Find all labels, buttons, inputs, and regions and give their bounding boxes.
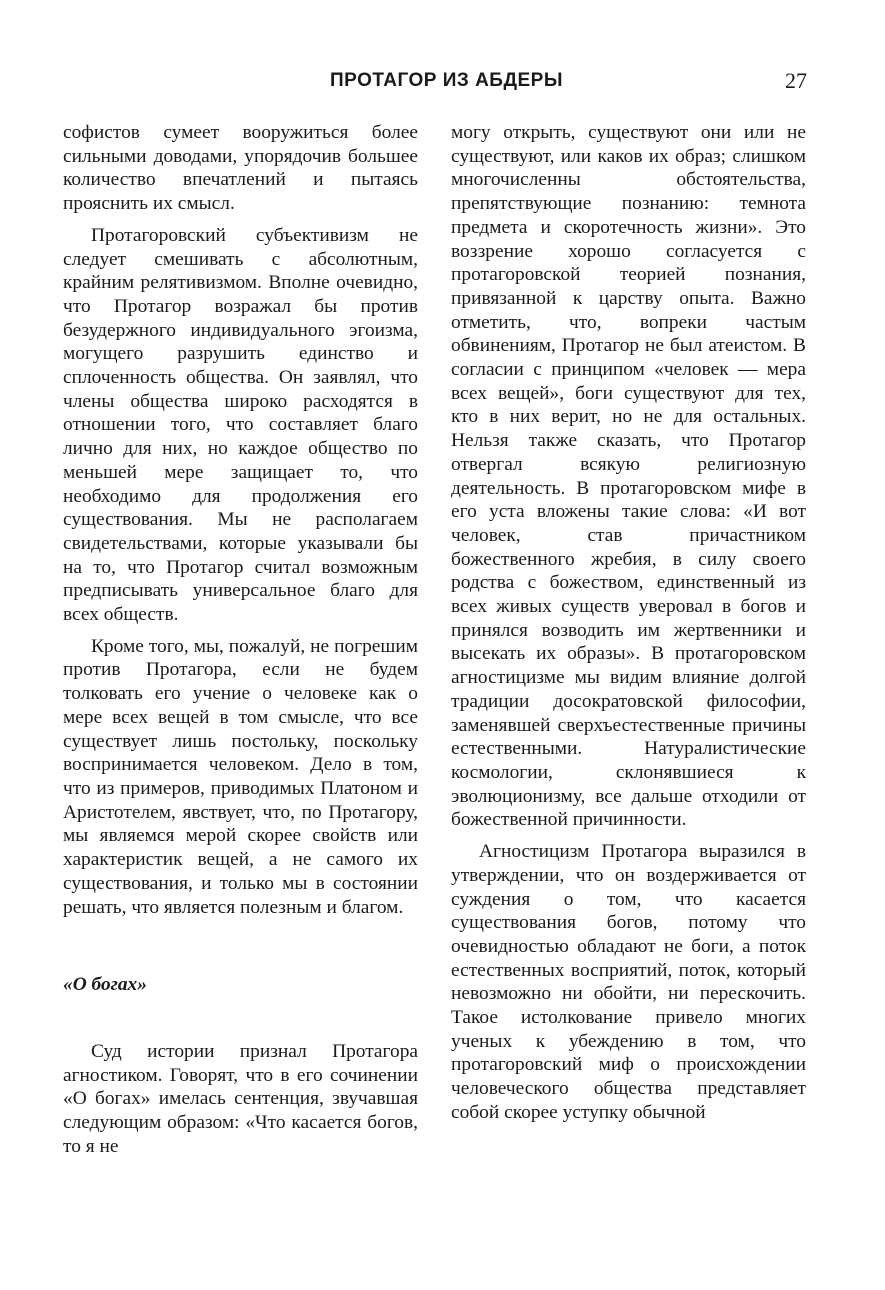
paragraph-agnosticism: Агностицизм Протагора выразился в утверждении, что он воздерживается от суждения о том, что касается существования богов, потому что очевидностью обладают не боги, а поток естественных восприятий, поток, который невозможно ни обойти, ни перескочить. Такое истолкование привело многих ученых к убеждению в том, что протагоровский миф о происхождении человеческого общества представляет собой скорее уступку обычной — [451, 841, 806, 1123]
page-number: 27 — [785, 68, 807, 93]
paragraph-agnostic-verdict: Суд истории признал Протагора агностиком. Говорят, что в его сочинении «О богах» имелась сентенция, звучавшая следующим образом: «Что касается богов, то я не — [63, 1040, 418, 1157]
paragraph-measure-of-things: Кроме того, мы, пожалуй, не погрешим против Протагора, если не будем толковать его учение о человеке как о мере всех вещей в том смысле, что все существует лишь постольку, поскольку воспринимается человеком. Дело в том, что из примеров, приводимых Платоном и Аристотелем, явствует, что, по Протагору, мы являемся мерой скорее свойств или характеристик вещей, а не самого их существования, и только мы в состоянии решать, что является полезным и благом. — [63, 635, 418, 918]
paragraph-subjectivism: Протагоровский субъективизм не следует смешивать с абсолютным, крайним релятивизмом. Вполне очевидно, что Протагор возражал бы против безудержного индивидуального эгоизма, могущего разрушить единство и сплоченность общества. Он заявлял, что члены общества широко расходятся в отношении того, что составляет благо лично для них, но каждое общество по меньшей мере защищает то, что необходимо для продолжения его существования. Мы не располагаем свидетельствами, которые указывали бы на то, что Протагор считал возможным предписывать универсальное благо для всех обществ. — [63, 224, 418, 626]
running-title: ПРОТАГОР ИЗ АБДЕРЫ — [330, 70, 563, 91]
left-column — [63, 121, 418, 1158]
right-column — [451, 121, 806, 1125]
paragraph-gods-quote-continuation: могу открыть, существуют они или не существуют, или каков их образ; слишком многочисленны обстоятельства, препятствующие познанию: темнота предмета и скоротечность жизни». Это воззрение хорошо согласуется с протагоровской теорией познания, привязанной к царству опыта. Важно отметить, что, вопреки частым обвинениям, Протагор не был атеистом. В согласии с принципом «человек — мера всех вещей», боги существуют для тех, кто в них верит, но не для остальных. Нельзя также сказать, что Протагор отвергал всякую религиозную деятельность. В протагоровском мифе в его уста вложены такие слова: «И вот человек, став причастником божественного жребия, в силу своего родства с божеством, единственный из всех живых существ уверовал в богов и принялся возводить им жертвенники и высекать их образы». В протагоровском агностицизме мы видим влияние долгой традиции досократовской философии, заменявшей сверхъестественные причины естественными. Натуралистические космологии, склонявшиеся к эволюционизму, все дальше отходили от божественной причинности. — [451, 122, 806, 831]
section-heading-on-gods: «О богах» — [63, 974, 147, 996]
running-header — [0, 70, 885, 100]
paragraph-continuation: софистов сумеет вооружиться более сильными доводами, упорядочив большее количество впечатлений и пытаясь прояснить их смысл. — [63, 122, 418, 215]
